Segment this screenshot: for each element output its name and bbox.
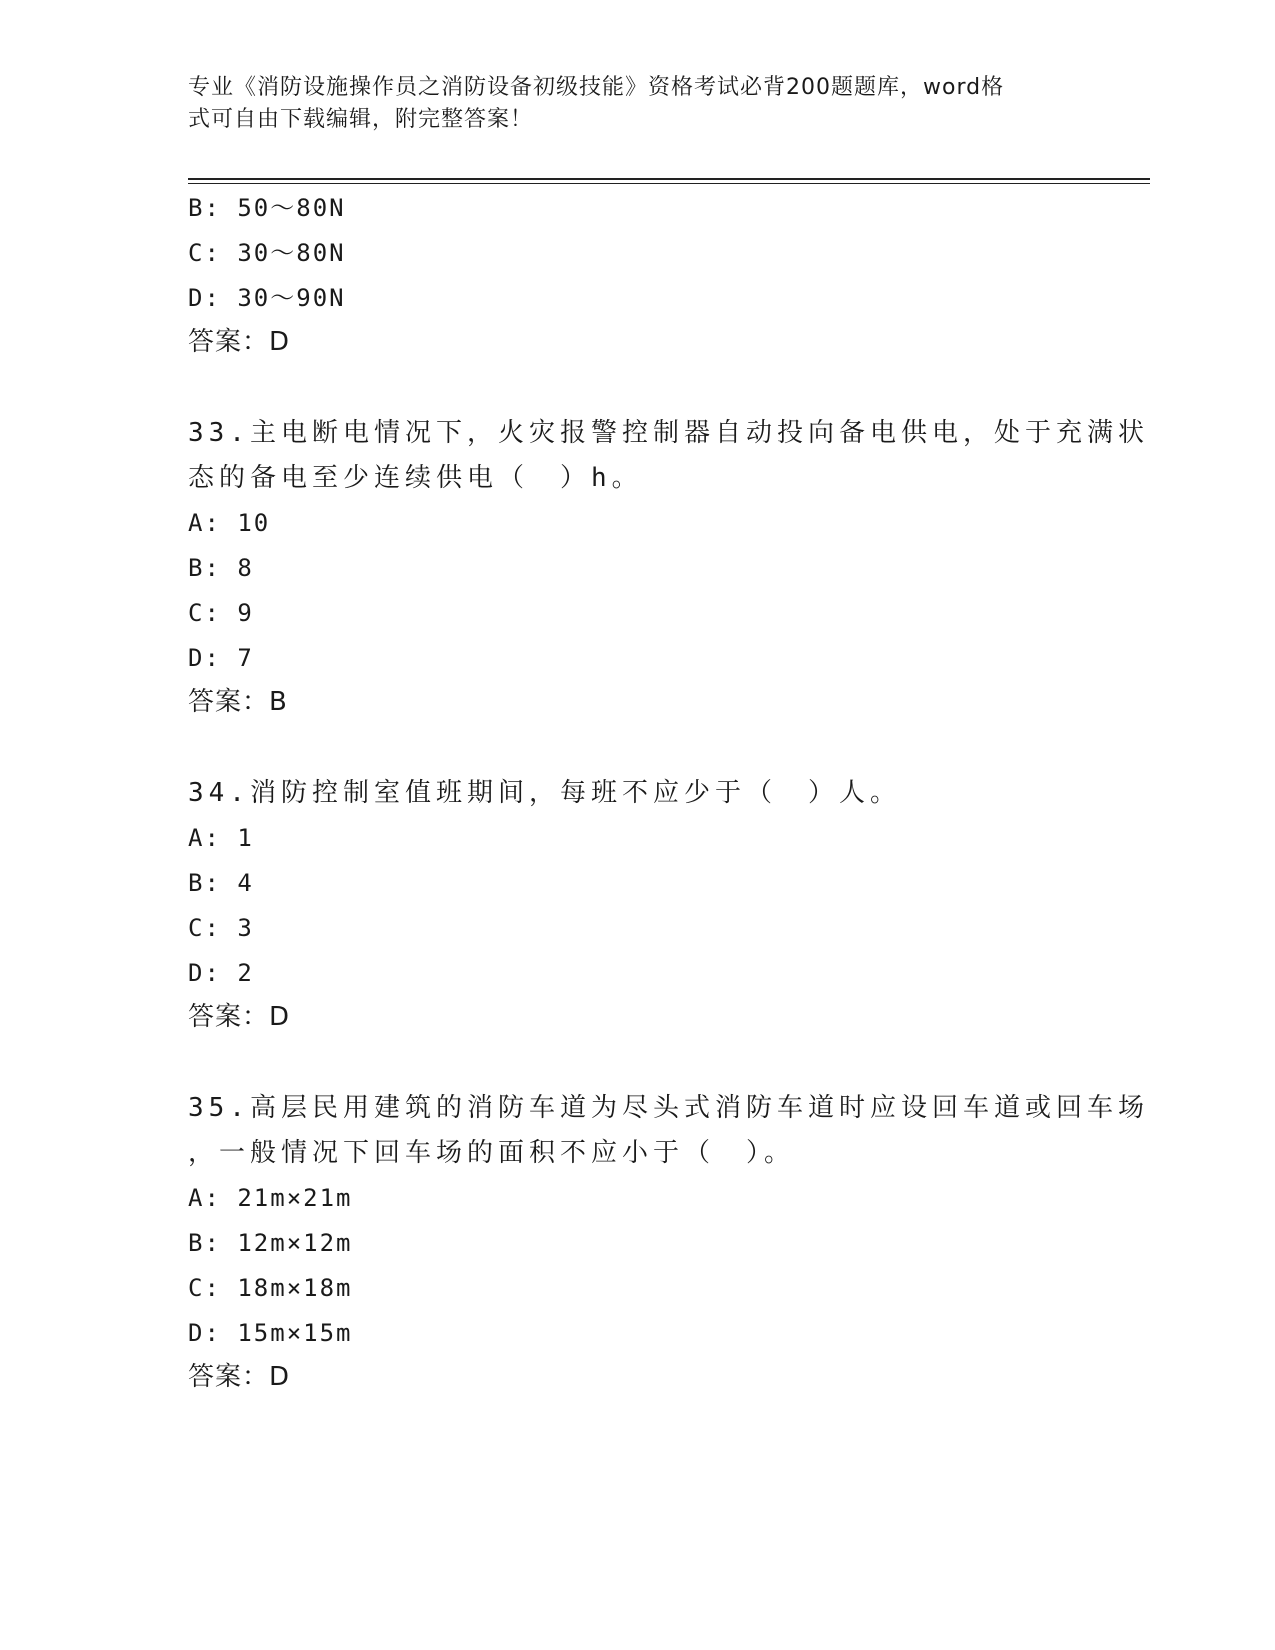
question-33-stem: 33.主电断电情况下，火灾报警控制器自动投向备电供电，处于充满状 [188, 418, 1149, 448]
option-c: C: 9 [188, 599, 254, 627]
document-header [188, 72, 1068, 136]
option-b: B: 4 [188, 869, 254, 897]
answer: 答案：B [188, 687, 288, 717]
header-divider-thick [188, 178, 1150, 180]
question-34-stem: 34.消防控制室值班期间，每班不应少于（ ）人。 [188, 778, 901, 808]
option-a: A: 1 [188, 824, 254, 852]
option-a: A: 21m×21m [188, 1184, 353, 1212]
option-d: D: 2 [188, 959, 254, 987]
option-c: C: 18m×18m [188, 1274, 353, 1302]
option-d: D: 7 [188, 644, 254, 672]
option-c: C: 3 [188, 914, 254, 942]
option-b: B: 50～80N [188, 194, 346, 222]
option-b: B: 12m×12m [188, 1229, 353, 1257]
question-33-stem-cont: 态的备电至少连续供电（ ）h。 [188, 463, 643, 493]
question-35-stem-cont: ，一般情况下回车场的面积不应小于（ ）。 [188, 1138, 796, 1168]
option-a: A: 10 [188, 509, 271, 537]
header-line-1: 专业《消防设施操作员之消防设备初级技能》资格考试必背200题题库，word格 [188, 75, 1005, 100]
option-d: D: 30～90N [188, 284, 346, 312]
question-35-stem: 35.高层民用建筑的消防车道为尽头式消防车道时应设回车道或回车场 [188, 1093, 1149, 1123]
answer: 答案：D [188, 327, 291, 357]
answer: 答案：D [188, 1002, 291, 1032]
header-line-2: 式可自由下载编辑，附完整答案！ [188, 107, 534, 132]
option-d: D: 15m×15m [188, 1319, 353, 1347]
answer: 答案：D [188, 1362, 291, 1392]
header-divider-thin [188, 183, 1150, 184]
option-c: C: 30～80N [188, 239, 346, 267]
option-b: B: 8 [188, 554, 254, 582]
